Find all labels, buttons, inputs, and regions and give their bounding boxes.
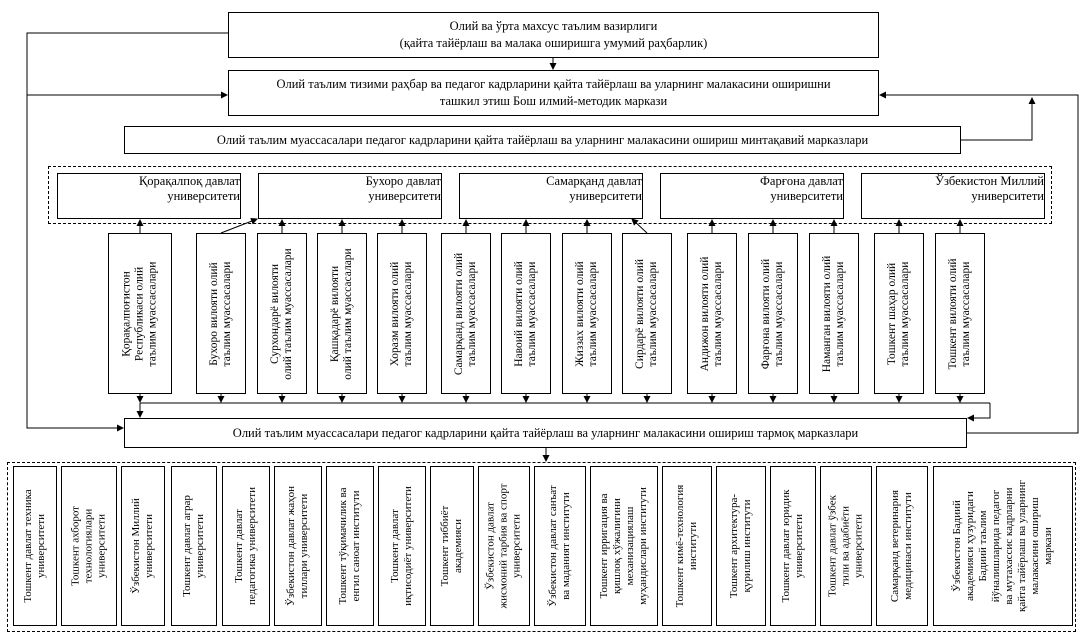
network-institution-label: Ўзбекистон Бадиий академияси ҳузуридаги Бадиий таълим йўналишларида педагог ва мутахассис кадрларни қайта тайёрлаш ва уларнинг малакасини ошириш маркази [951,480,1054,612]
university-type: университети [770,189,843,203]
ministry-line2: (қайта тайёрлаш ва малака оширишга умумий раҳбарлик) [399,36,708,50]
regional-institution-label: Наманган вилояти олий таълим муассасалари [821,255,846,372]
network-institution-label: Тошкент тўқимачилик ва енгил саноат институти [337,487,362,605]
regional-institution-label: Хоразм вилояти олий таълим муассасалари [389,261,414,366]
regional-institution-label: Бухоро вилояти олий таълим муассасалари [208,261,233,366]
network-institution-label: Тошкент давлат аграр университети [181,495,206,597]
head-center-line2: ташкил этиш Бош илмий-методик маркази [439,94,668,108]
network-institution-label: Ўзбекистон давлат жисмоний тарбия ва спорт университети [484,483,523,609]
university-name: Бухоро давлат [365,174,441,188]
network-institution-label: Тошкент кимё-технология институти [674,484,699,608]
university-type: университети [368,189,441,203]
university-name: Фарғона давлат [760,174,843,188]
regional-centers-label: Олий таълим муассасалари педагог кадрларини қайта тайёрлаш ва уларнинг малакасини ошириш минтақавий марказлари [216,132,869,147]
university-name: Қорақалпоқ давлат [138,174,240,188]
regional-institution-label: Тошкент шаҳар олий таълим муассасалари [886,261,911,366]
regional-institution-label: Фарғона вилояти олий таълим муассасалари [760,258,785,369]
regional-institution-label: Қорақалпоғистон Республикаси олий таълим муассасалари [120,261,159,366]
network-institution-label: Тошкент давлат педагогика университети [233,487,258,605]
regional-institution-label: Жиззах вилояти олий таълим муассасалари [574,260,599,367]
network-institution-label: Тошкент давлат ўзбек тили ва адабиёти университети [826,495,865,597]
regional-institution-label: Навоий вилояти олий таълим муассасалари [513,260,538,367]
network-institution-label: Тошкент давлат техника университети [22,489,47,603]
university-name: Самарқанд давлат [546,174,642,188]
network-centers-label: Олий таълим муассасалари педагог кадрларини қайта тайёрлаш ва уларнинг малакасини ошириш тармоқ марказлари [232,425,859,440]
network-institution-label: Тошкент ирригация ва қишлоқ хўжалигини механизациялаш муҳандислари институти [598,487,649,605]
network-institution-label: Тошкент ахборот технологиялари университети [69,506,108,586]
university-name: Ўзбекистон Миллий [935,174,1044,188]
network-institution-label: Тошкент тиббиёт академияси [439,505,464,587]
regional-institution-label: Қашқадарё вилояти олий таълим муассасалари [329,247,354,380]
network-institution-label: Ўзбекистон Миллий университети [130,498,155,594]
network-institution-label: Самарқанд ветеринария медицинаси институти [889,489,914,603]
head-center-line1: Олий таълим тизими раҳбар ва педагог кадрларини қайта тайёрлаш ва уларнинг малакасини оширишни [276,77,831,91]
ministry-line1: Олий ва ўрта махсус таълим вазирлиги [449,19,658,33]
network-institution-label: Ўзбекистон давлат жаҳон тиллари университети [285,486,310,606]
regional-institution-label: Сирдарё вилояти олий таълим муассасалари [634,258,659,369]
university-type: университети [569,189,642,203]
regional-institution-label: Самарқанд вилояти олий таълим муассасалари [453,252,478,375]
network-institution-label: Тошкент давлат юридик университети [780,489,805,603]
regional-institution-label: Тошкент вилояти олий таълим муассасалари [947,257,972,370]
regional-institution-label: Сурхондарё вилояти олий таълим муассасалари [269,247,294,380]
regional-institution-label: Андижон вилояти олий таълим муассасалари [699,256,724,371]
university-type: университети [167,189,240,203]
network-institution-label: Тошкент архитектура- қурилиш институти [728,493,753,599]
network-institution-label: Ўзбекистон давлат санъат ва маданият институти [547,485,572,607]
network-institution-label: Тошкент давлат иқтисодиёт университети [389,486,414,606]
university-type: университети [971,189,1044,203]
